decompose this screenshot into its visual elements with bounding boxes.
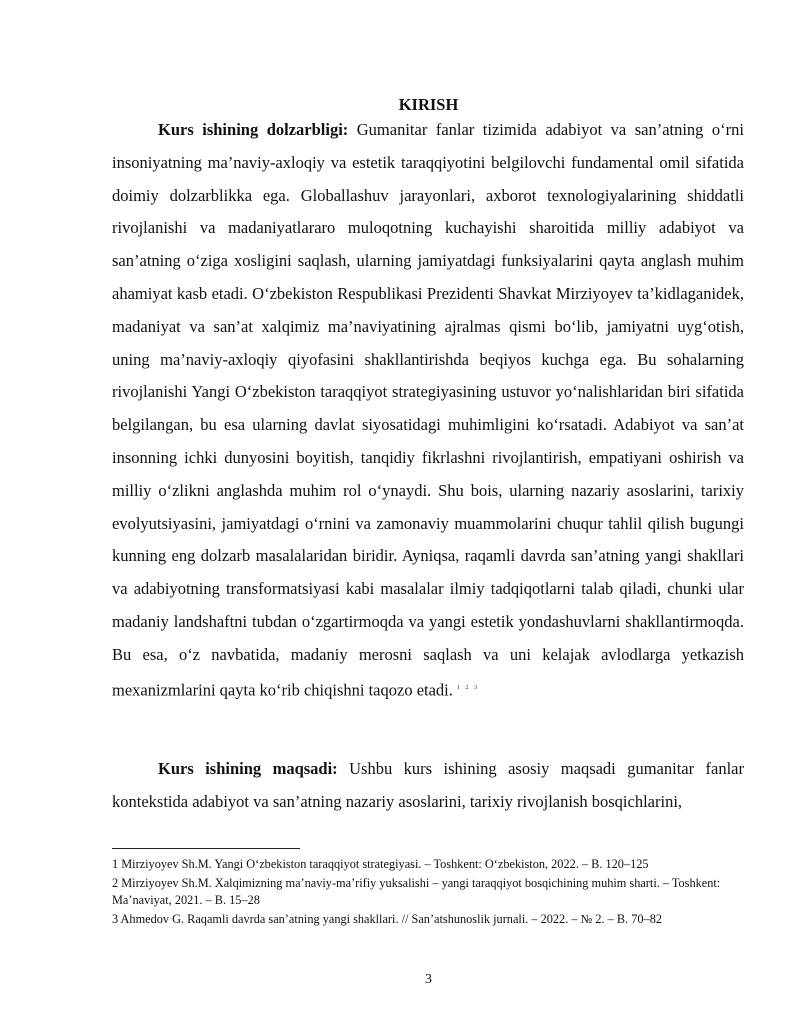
footnote-2: 2 Mirziyoyev Sh.M. Xalqimizning ma’naviy-ma’rifiy yuksalishi – yangi taraqqiyot bosqichining muhim sharti. – Toshkent: Ma’naviyat, 2021. – B. 15–28 xyxy=(112,876,721,907)
relevance-text: Gumanitar fanlar tizimida adabiyot va san’atning o‘rni insoniyatning ma’naviy-axloqiy va estetik taraqqiyotini belgilovchi fundamental omil sifatida doimiy dolzarblikka ega. Globallashuv jarayonlari, axborot texnologiyalarining shiddatli rivojlanishi va madaniyatlararo muloqotning kuchayishi sharoitida milliy adabiyot va san’atning o‘ziga xosligini saqlash, ularning jamiyatdagi funksiyalarini qayta anglash muhim ahamiyat kasb etadi. O‘zbekiston Respublikasi Prezidenti Shavkat Mirziyoyev ta’kidlaganidek, madaniyat va san’at xalqimiz ma’naviyatining ajralmas qismi bo‘lib, jamiyatni uyg‘otish, uning ma’naviy-axloqiy qiyofasini shakllantirishda beqiyos kuchga ega. Bu sohalarning rivojlanishi Yangi O‘zbekiston taraqqiyot strategiyasining ustuvor yo‘nalishlaridan biri sifatida belgilangan, bu esa ularning davlat siyosatidagi muhimligini ko‘rsatadi. Adabiyot va san’at insonning ichki dunyosini boyitish, tanqidiy fikrlashni rivojlantirish, empatiyani oshirish va milliy o‘zlikni anglashda muhim rol o‘ynaydi. Shu bois, ularning nazariy asoslarini, tarixiy evolyutsiyasini, jamiyatdagi o‘rnini va zamonaviy muammolarini chuqur tahlil qilish bugungi kunning eng dolzarb masalalaridan biridir. Ayniqsa, raqamli davrda san’atning yangi shakllari va adabiyotning transformatsiyasi kabi masalalar ilmiy tadqiqotlarni talab qiladi, chunki ular madaniy landshaftni tubdan o‘zgartirmoqda va yangi estetik yondashuvlarni shakllantirmoqda. Bu esa, o‘z navbatida, madaniy merosni saqlash va uni kelajak avlodlarga yetkazish mexanizmlarini qayta ko‘rib chiqishni taqozo etadi. xyxy=(112,120,745,700)
footnote-reference-marks[interactable]: 1 2 3 xyxy=(457,684,480,691)
goal-lead: Kurs ishining maqsadi: xyxy=(158,759,338,778)
footnotes xyxy=(112,856,746,930)
footnote-separator xyxy=(112,848,300,849)
goal-text: Ushbu kurs ishining asosiy maqsadi gumanitar fanlar kontekstida adabiyot va san’atning nazariy asoslarini, tarixiy rivojlanish bosqichlarini, xyxy=(112,759,745,811)
footnote-3: 3 Ahmedov G. Raqamli davrda san’atning yangi shakllari. // San’atshunoslik jurnali. – 2022. – № 2. – B. 70–82 xyxy=(112,912,662,926)
footnote-1: 1 Mirziyoyev Sh.M. Yangi O‘zbekiston taraqqiyot strategiyasi. – Toshkent: O‘zbekiston, 2022. – B. 120–125 xyxy=(112,857,649,871)
section-heading: KIRISH xyxy=(398,95,459,114)
relevance-paragraph xyxy=(112,114,744,707)
goal-paragraph xyxy=(112,753,744,819)
page-number: 3 xyxy=(425,972,432,987)
relevance-lead: Kurs ishining dolzarbligi: xyxy=(158,120,349,139)
